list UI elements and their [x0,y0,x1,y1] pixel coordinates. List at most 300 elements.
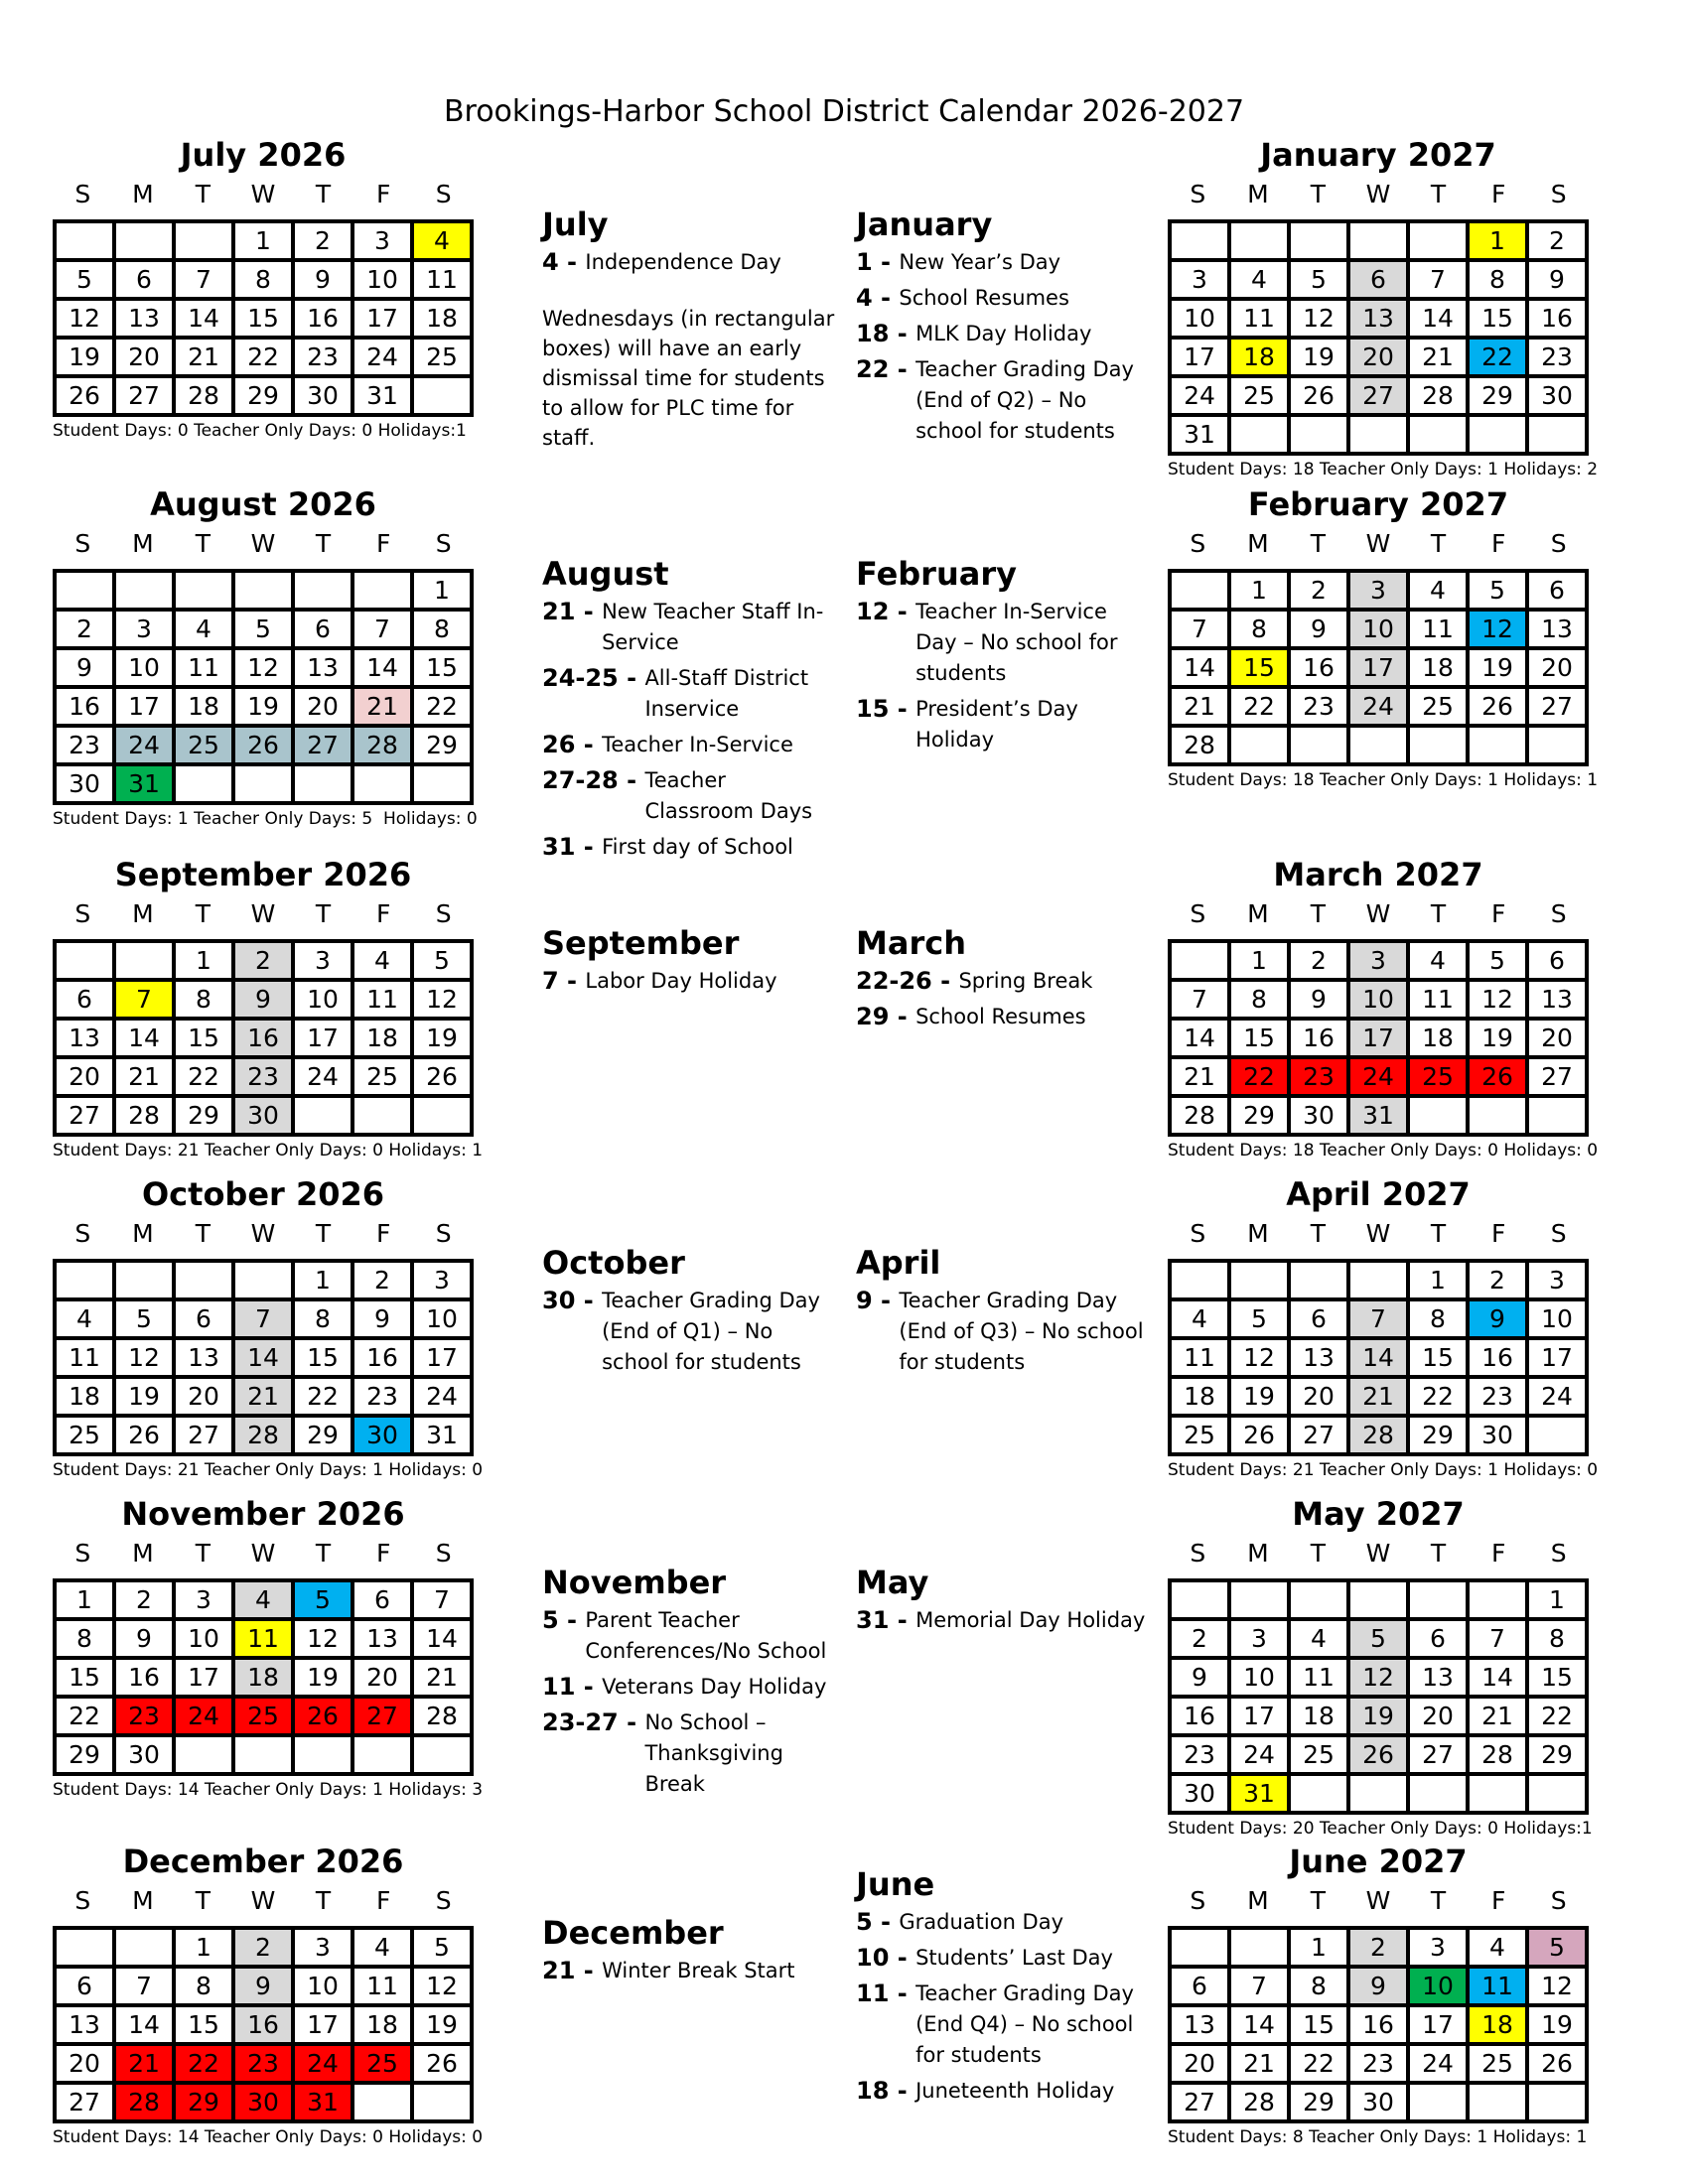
day-cell: 8 [57,1621,112,1656]
month-grid [53,569,474,805]
day-cell: 6 [1529,943,1585,978]
month-summary: Student Days: 18 Teacher Only Days: 1 Holidays: 2 [1168,460,1599,479]
note-entry [856,319,1154,349]
note-text: Teacher In-Service Day – No school for students [915,600,1118,685]
weekday-header [53,899,474,928]
empty-cell [116,943,172,978]
day-cell: 15 [1231,1021,1287,1055]
weekday-label: F [1490,1886,1506,1915]
day-cell: 10 [295,1969,351,2003]
day-cell: 23 [1172,1737,1227,1772]
day-cell: 29 [1410,1418,1466,1452]
day-cell: 4 [176,612,231,646]
day-cell: 7 [116,1969,172,2003]
weekday-header [1168,529,1589,558]
empty-cell [1172,1582,1227,1617]
day-cell: 1 [235,223,291,258]
day-cell: 14 [235,1340,291,1375]
note-entry [542,765,840,827]
day-cell: 17 [1172,340,1227,374]
day-cell: 3 [1231,1621,1287,1656]
day-cell: 21 [235,1379,291,1414]
day-cell: 30 [354,1418,410,1452]
empty-cell [1410,417,1466,452]
day-cell: 6 [1291,1301,1346,1336]
day-cell: 25 [1291,1737,1346,1772]
note-text: Teacher In-Service [602,733,793,756]
day-cell: 26 [1231,1418,1287,1452]
note-date: 22-26 - [856,967,959,995]
day-cell: 18 [354,1021,410,1055]
notes-section [856,1244,1154,1383]
note-text: Graduation Day [899,1910,1064,1934]
note-text: Teacher Grading Day (End Q4) – No school for students [915,1981,1134,2067]
note-date: 26 - [542,731,603,758]
day-cell: 4 [1172,1301,1227,1336]
day-cell: 22 [57,1699,112,1733]
month-grid [1168,1259,1589,1456]
month-grid [53,1926,474,2123]
day-cell: 10 [295,982,351,1017]
day-cell: 12 [1231,1340,1287,1375]
note-date: 27-28 - [542,766,645,794]
note-text: New Year’s Day [899,250,1061,274]
month-grid [1168,219,1589,456]
day-cell: 11 [354,982,410,1017]
day-cell: 14 [1350,1340,1406,1375]
day-cell: 3 [295,943,351,978]
day-cell: 6 [1529,573,1585,608]
empty-cell [1350,728,1406,762]
day-cell: 10 [116,650,172,685]
day-cell: 3 [116,612,172,646]
note-paragraph: Wednesdays (in rectangular boxes) will have an early dismissal time for students to allow for PLC time for staff. [542,307,835,450]
weekday-label: S [1190,1219,1206,1248]
day-cell: 18 [414,301,470,336]
day-cell: 9 [295,262,351,297]
note-date: 4 - [542,248,586,276]
note-text: First day of School [602,835,793,859]
note-entry [856,1286,1154,1378]
note-date: 29 - [856,1003,916,1030]
note-date: 5 - [542,1606,586,1634]
empty-cell [354,2085,410,2119]
day-cell: 11 [354,1969,410,2003]
weekday-label: W [250,529,276,558]
note-date: 23-27 - [542,1708,645,1736]
note-date: 31 - [856,1606,916,1634]
weekday-label: T [1430,180,1447,208]
note-text: Labor Day Holiday [585,969,777,993]
weekday-label: T [315,180,332,208]
day-cell: 24 [414,1379,470,1414]
note-entry [856,966,1154,997]
day-cell: 23 [295,340,351,374]
empty-cell [1231,417,1287,452]
day-cell: 2 [1470,1263,1525,1297]
day-cell: 16 [57,689,112,724]
day-cell: 8 [1231,612,1287,646]
empty-cell [1291,223,1346,258]
month-calendar [53,1175,484,1480]
month-calendar [53,136,474,441]
month-grid [53,1259,474,1456]
day-cell: 26 [295,1699,351,1733]
day-cell: 24 [116,728,172,762]
note-entry [542,730,840,760]
day-cell: 30 [1529,378,1585,413]
day-cell: 12 [116,1340,172,1375]
day-cell: 2 [295,223,351,258]
empty-cell [1172,1930,1227,1965]
day-cell: 4 [354,1930,410,1965]
day-cell: 5 [57,262,112,297]
empty-cell [1172,223,1227,258]
day-cell: 20 [57,2046,112,2081]
day-cell: 9 [1291,982,1346,1017]
day-cell: 19 [1231,1379,1287,1414]
day-cell: 24 [295,2046,351,2081]
day-cell: 14 [1231,2007,1287,2042]
notes-section [856,205,1154,452]
empty-cell [1172,573,1227,608]
day-cell: 11 [1172,1340,1227,1375]
day-cell: 3 [414,1263,470,1297]
weekday-label: T [1430,899,1447,928]
day-cell: 9 [1172,1660,1227,1695]
day-cell: 3 [1350,573,1406,608]
day-cell: 19 [1470,1021,1525,1055]
weekday-label: T [315,899,332,928]
month-summary: Student Days: 21 Teacher Only Days: 1 Holidays: 0 [53,1460,484,1480]
month-title: March 2027 [1273,856,1483,893]
weekday-label: W [250,899,276,928]
day-cell: 20 [354,1660,410,1695]
day-cell: 7 [1470,1621,1525,1656]
empty-cell [116,1263,172,1297]
day-cell: 19 [1470,650,1525,685]
empty-cell [1350,1776,1406,1811]
day-cell: 25 [1172,1418,1227,1452]
weekday-header [53,1219,474,1248]
day-cell: 14 [1172,1021,1227,1055]
note-date: 30 - [542,1287,603,1314]
day-cell: 23 [235,2046,291,2081]
day-cell: 2 [1172,1621,1227,1656]
notes-heading: May [856,1564,929,1601]
day-cell: 1 [1231,943,1287,978]
day-cell: 22 [1470,340,1525,374]
day-cell: 22 [1231,1059,1287,1094]
day-cell: 7 [176,262,231,297]
day-cell: 28 [414,1699,470,1733]
weekday-header [53,529,474,558]
day-cell: 30 [57,766,112,801]
weekday-label: S [1190,180,1206,208]
day-cell: 1 [176,1930,231,1965]
day-cell: 17 [1410,2007,1466,2042]
day-cell: 16 [1350,2007,1406,2042]
empty-cell [1529,1418,1585,1452]
empty-cell [354,1737,410,1772]
empty-cell [1410,728,1466,762]
empty-cell [116,1930,172,1965]
notes-section [542,555,840,868]
day-cell: 9 [1470,1301,1525,1336]
day-cell: 12 [414,1969,470,2003]
day-cell: 23 [1291,689,1346,724]
weekday-label: W [1365,1886,1391,1915]
day-cell: 3 [1350,943,1406,978]
empty-cell [414,1098,470,1133]
weekday-header [1168,1539,1589,1568]
notes-section [542,1914,840,1991]
weekday-label: F [375,180,391,208]
note-text: Winter Break Start [602,1959,795,1982]
day-cell: 24 [1231,1737,1287,1772]
day-cell: 6 [116,262,172,297]
month-summary: Student Days: 20 Teacher Only Days: 0 Holidays:1 [1168,1819,1593,1839]
day-cell: 17 [1529,1340,1585,1375]
day-cell: 12 [1291,301,1346,336]
day-cell: 26 [1470,1059,1525,1094]
day-cell: 7 [414,1582,470,1617]
day-cell: 12 [414,982,470,1017]
weekday-label: S [1550,899,1567,928]
day-cell: 21 [1410,340,1466,374]
day-cell: 20 [1529,1021,1585,1055]
day-cell: 17 [116,689,172,724]
month-title: May 2027 [1292,1495,1465,1533]
weekday-label: F [375,899,391,928]
notes-heading: February [856,555,1017,593]
note-entry [542,663,840,725]
empty-cell [414,2085,470,2119]
day-cell: 20 [1172,2046,1227,2081]
empty-cell [1529,2085,1585,2119]
empty-cell [176,766,231,801]
weekday-label: M [132,180,154,208]
day-cell: 23 [354,1379,410,1414]
note-date: 10 - [856,1944,916,1972]
day-cell: 5 [1470,573,1525,608]
day-cell: 30 [1291,1098,1346,1133]
day-cell: 27 [295,728,351,762]
notes-heading: December [542,1914,724,1952]
day-cell: 26 [1350,1737,1406,1772]
month-summary: Student Days: 0 Teacher Only Days: 0 Holidays:1 [53,421,467,441]
note-date: 11 - [856,1979,916,2007]
day-cell: 31 [1350,1098,1406,1133]
day-cell: 19 [414,1021,470,1055]
notes-heading: October [542,1244,685,1282]
day-cell: 15 [1291,2007,1346,2042]
empty-cell [354,1098,410,1133]
weekday-header [1168,1886,1589,1915]
day-cell: 11 [235,1621,291,1656]
weekday-label: S [1550,1886,1567,1915]
day-cell: 30 [116,1737,172,1772]
day-cell: 19 [235,689,291,724]
day-cell: 23 [235,1059,291,1094]
weekday-label: T [195,1539,211,1568]
day-cell: 1 [295,1263,351,1297]
day-cell: 25 [1231,378,1287,413]
weekday-label: W [250,180,276,208]
day-cell: 9 [354,1301,410,1336]
day-cell: 26 [116,1418,172,1452]
note-date: 31 - [542,833,603,861]
day-cell: 13 [57,2007,112,2042]
day-cell: 16 [1291,1021,1346,1055]
month-calendar [1168,856,1599,1160]
note-entry [542,1286,840,1378]
empty-cell [176,1737,231,1772]
month-title: January 2027 [1260,136,1496,174]
notes-heading: April [856,1244,941,1282]
note-text: MLK Day Holiday [915,322,1092,345]
weekday-label: M [132,1219,154,1248]
weekday-label: T [1310,529,1327,558]
day-cell: 6 [176,1301,231,1336]
day-cell: 2 [235,1930,291,1965]
day-cell: 11 [1231,301,1287,336]
day-cell: 13 [1291,1340,1346,1375]
note-text: Parent Teacher Conferences/No School [585,1608,827,1663]
day-cell: 4 [414,223,470,258]
weekday-label: M [132,899,154,928]
weekday-label: M [132,1886,154,1915]
weekday-label: W [1365,180,1391,208]
weekday-label: S [74,529,91,558]
note-text: Teacher Classroom Days [644,768,813,823]
empty-cell [295,766,351,801]
weekday-label: F [1490,899,1506,928]
weekday-label: S [435,1886,452,1915]
month-calendar [1168,485,1599,790]
day-cell: 31 [414,1418,470,1452]
empty-cell [1470,2085,1525,2119]
empty-cell [176,223,231,258]
day-cell: 11 [1470,1969,1525,2003]
day-cell: 3 [354,223,410,258]
day-cell: 5 [1291,262,1346,297]
day-cell: 15 [1529,1660,1585,1695]
day-cell: 1 [1231,573,1287,608]
day-cell: 23 [1291,1059,1346,1094]
day-cell: 2 [235,943,291,978]
day-cell: 25 [57,1418,112,1452]
day-cell: 30 [235,1098,291,1133]
day-cell: 24 [354,340,410,374]
day-cell: 19 [295,1660,351,1695]
weekday-label: T [1310,180,1327,208]
empty-cell [1231,728,1287,762]
day-cell: 14 [1172,650,1227,685]
day-cell: 15 [176,1021,231,1055]
note-entry [856,354,1154,447]
notes-heading: September [542,924,740,962]
note-text: Teacher Grading Day (End of Q2) – No school for students [915,357,1134,443]
empty-cell [235,766,291,801]
empty-cell [1410,1776,1466,1811]
day-cell: 9 [1291,612,1346,646]
day-cell: 4 [1410,943,1466,978]
day-cell: 13 [57,1021,112,1055]
weekday-label: M [1247,180,1269,208]
day-cell: 29 [1291,2085,1346,2119]
day-cell: 28 [176,378,231,413]
empty-cell [1410,1582,1466,1617]
weekday-label: S [1550,1219,1567,1248]
day-cell: 18 [1231,340,1287,374]
day-cell: 17 [414,1340,470,1375]
empty-cell [1470,1098,1525,1133]
day-cell: 1 [1470,223,1525,258]
note-entry [856,1002,1154,1032]
day-cell: 15 [414,650,470,685]
weekday-label: T [315,529,332,558]
day-cell: 28 [235,1418,291,1452]
weekday-label: S [1190,1539,1206,1568]
page-title: Brookings-Harbor School District Calendar 2026-2027 [443,94,1245,129]
day-cell: 14 [116,1021,172,1055]
note-text: New Teacher Staff In-Service [602,600,824,654]
day-cell: 3 [1172,262,1227,297]
day-cell: 16 [1470,1340,1525,1375]
day-cell: 18 [1291,1699,1346,1733]
weekday-label: T [1430,1539,1447,1568]
month-summary: Student Days: 21 Teacher Only Days: 0 Holidays: 1 [53,1141,484,1160]
weekday-label: S [435,1219,452,1248]
note-entry [856,247,1154,278]
day-cell: 17 [176,1660,231,1695]
day-cell: 8 [1410,1301,1466,1336]
note-text: Students’ Last Day [915,1946,1113,1970]
weekday-label: S [1190,899,1206,928]
day-cell: 7 [1172,612,1227,646]
weekday-label: S [435,180,452,208]
day-cell: 5 [1350,1621,1406,1656]
day-cell: 10 [1350,612,1406,646]
note-date: 1 - [856,248,900,276]
month-summary: Student Days: 18 Teacher Only Days: 0 Holidays: 0 [1168,1141,1599,1160]
month-grid [53,219,474,417]
day-cell: 26 [414,2046,470,2081]
empty-cell [1529,1776,1585,1811]
day-cell: 16 [1529,301,1585,336]
day-cell: 28 [1470,1737,1525,1772]
weekday-label: T [1310,1219,1327,1248]
note-entry [856,1605,1154,1636]
weekday-label: S [1190,529,1206,558]
empty-cell [1410,223,1466,258]
note-text: No School – Thanksgiving Break [644,1710,783,1796]
weekday-label: M [1247,1539,1269,1568]
day-cell: 9 [235,982,291,1017]
day-cell: 11 [1410,982,1466,1017]
day-cell: 5 [1470,943,1525,978]
day-cell: 27 [1529,1059,1585,1094]
weekday-label: S [74,1539,91,1568]
month-title: September 2026 [114,856,412,893]
day-cell: 14 [116,2007,172,2042]
day-cell: 29 [235,378,291,413]
month-calendar [1168,1495,1593,1839]
month-calendar [53,1843,484,2147]
empty-cell [176,573,231,608]
month-title: October 2026 [141,1175,385,1213]
